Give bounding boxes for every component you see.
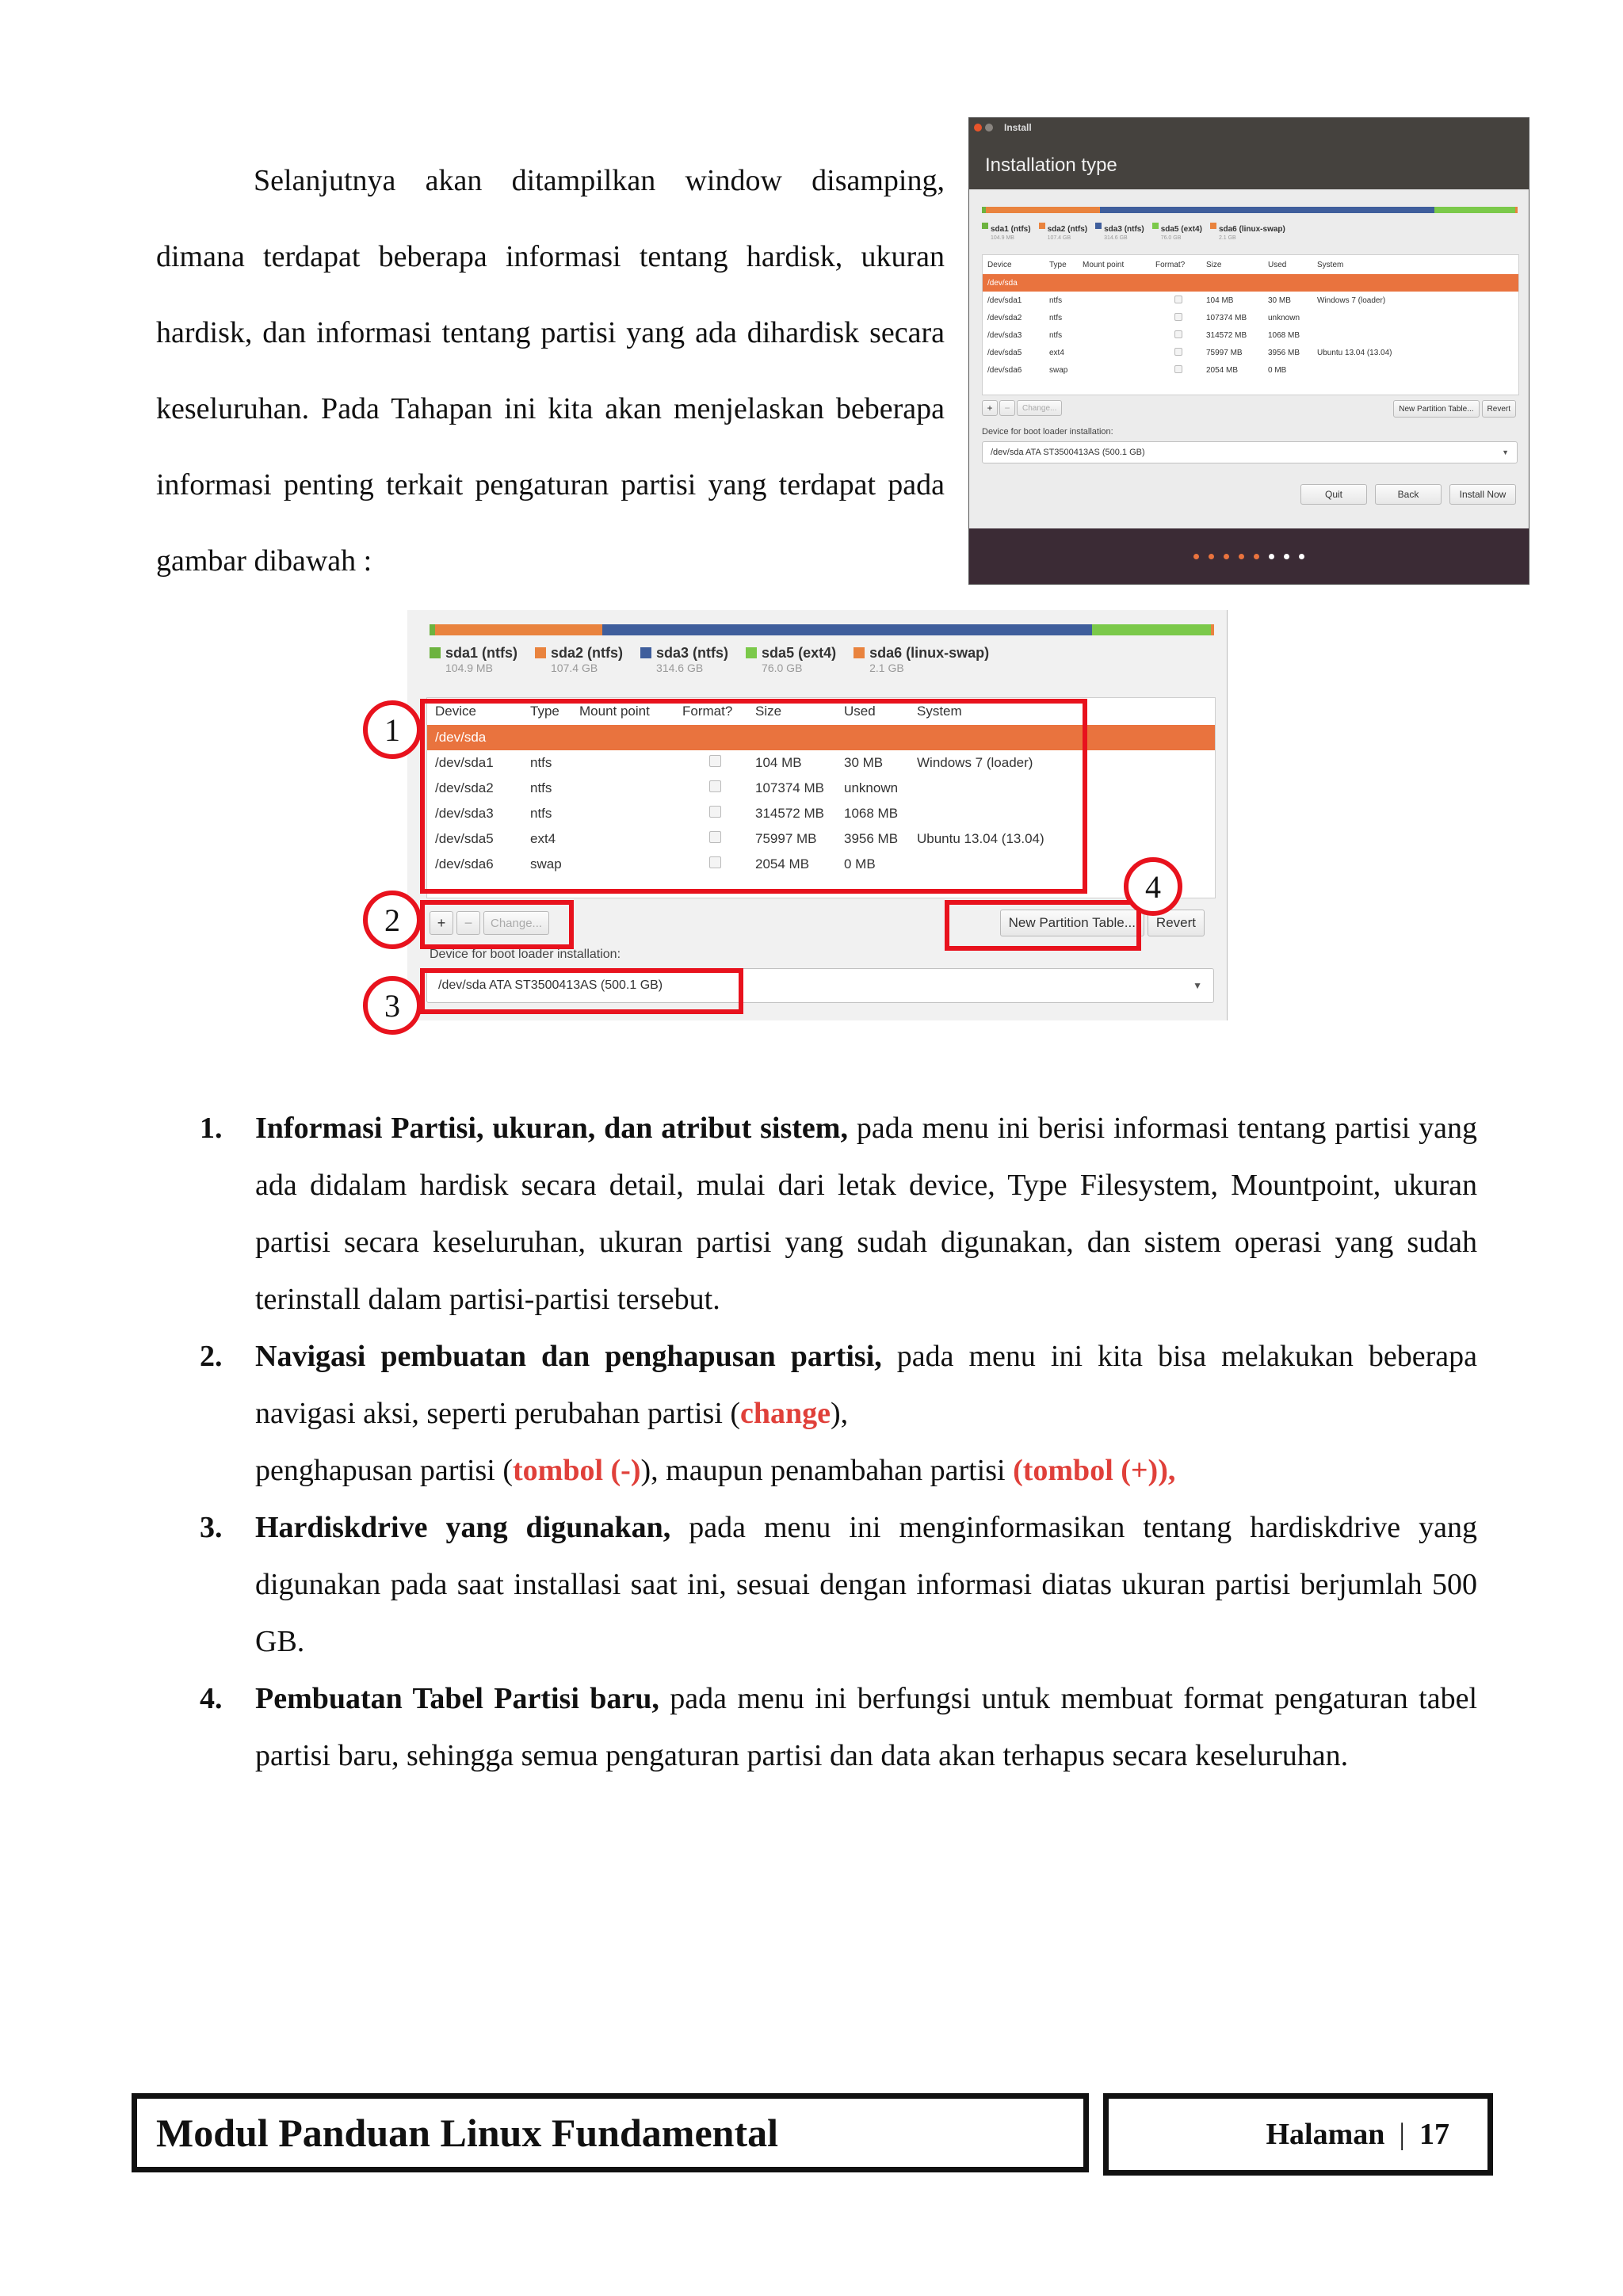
table-cell: /dev/sda1 xyxy=(987,296,1022,305)
legend-swatch-icon xyxy=(746,647,757,658)
partition-legend xyxy=(982,221,1521,241)
list-item-text: ), xyxy=(831,1397,849,1430)
column-header[interactable]: Device xyxy=(987,260,1012,269)
table-cell: 107374 MB xyxy=(755,780,824,795)
legend-size: 76.0 GB xyxy=(762,662,803,674)
footer-title-box xyxy=(132,2093,1089,2172)
legend-size: 314.6 GB xyxy=(1104,235,1128,241)
callout-box-navigation xyxy=(420,900,574,949)
table-header xyxy=(983,255,1518,274)
legend-swatch-icon xyxy=(640,647,651,658)
table-cell: swap xyxy=(530,856,562,871)
table-cell: ntfs xyxy=(1049,296,1063,305)
table-cell: /dev/sda5 xyxy=(987,348,1022,357)
boot-loader-label: Device for boot loader installation: xyxy=(982,427,1113,437)
table-cell: /dev/sda3 xyxy=(987,330,1022,340)
table-row[interactable] xyxy=(983,326,1518,344)
partition-table[interactable] xyxy=(982,254,1519,395)
legend-name: sda6 (linux-swap) xyxy=(869,645,990,661)
legend-name: sda1 (ntfs) xyxy=(991,225,1031,234)
legend-size: 314.6 GB xyxy=(656,662,704,674)
footer-page-box xyxy=(1103,2093,1493,2176)
progress-dot-icon xyxy=(1269,554,1274,559)
list-item-title: Hardiskdrive yang digunakan, xyxy=(255,1511,671,1544)
new-partition-table-button[interactable]: New Partition Table... xyxy=(1393,400,1479,418)
table-cell: ntfs xyxy=(1049,313,1063,322)
remove-partition-button[interactable]: − xyxy=(999,400,1015,416)
progress-dot-icon xyxy=(1254,554,1259,559)
list-item xyxy=(200,1670,1477,1784)
page-number: 17 xyxy=(1419,2118,1449,2151)
legend-swatch-icon xyxy=(982,223,988,229)
progress-dot-icon xyxy=(1193,554,1199,559)
table-cell: 75997 MB xyxy=(755,831,817,846)
dropdown-arrow-icon: ▼ xyxy=(1193,980,1202,991)
table-cell: 2054 MB xyxy=(755,856,810,871)
progress-dot-icon xyxy=(1209,554,1214,559)
table-cell: ntfs xyxy=(1049,330,1063,340)
legend-name: sda6 (linux-swap) xyxy=(1218,225,1285,234)
add-partition-button[interactable]: + xyxy=(982,400,998,416)
partition-bar-segment xyxy=(986,207,1100,213)
table-cell: Ubuntu 13.04 (13.04) xyxy=(1317,348,1392,357)
table-cell: 104 MB xyxy=(1206,296,1234,305)
footer-title: Modul Panduan Linux Fundamental xyxy=(156,2111,778,2155)
table-cell: Windows 7 (loader) xyxy=(1317,296,1386,305)
dropdown-arrow-icon: ▼ xyxy=(1502,448,1509,456)
table-cell: /dev/sda2 xyxy=(987,313,1022,322)
progress-dot-icon xyxy=(1284,554,1289,559)
partition-bar-segment xyxy=(1515,207,1518,213)
legend-item xyxy=(1095,221,1144,241)
table-cell: Windows 7 (loader) xyxy=(917,755,1033,770)
list-number: 1. xyxy=(200,1112,223,1145)
column-header[interactable]: Type xyxy=(530,704,559,719)
installer-screenshot-small xyxy=(968,117,1529,585)
legend-size: 104.9 MB xyxy=(991,235,1014,241)
partition-bar-segment xyxy=(1434,207,1515,213)
page-separator: | xyxy=(1399,2118,1405,2151)
table-row[interactable] xyxy=(983,361,1518,379)
add-partition-button[interactable]: + xyxy=(430,911,453,935)
list-item-text: penghapusan partisi ( xyxy=(255,1454,514,1487)
table-cell: ext4 xyxy=(1049,348,1064,357)
legend-item xyxy=(430,645,517,674)
list-item-title: Navigasi pembuatan dan penghapusan partisi, xyxy=(255,1340,882,1373)
table-cell: unknown xyxy=(844,780,899,795)
partition-bar-segment xyxy=(602,624,1093,635)
legend-item xyxy=(746,645,836,674)
legend-item xyxy=(1152,221,1202,241)
table-row[interactable] xyxy=(983,344,1518,361)
table-actions xyxy=(1393,400,1516,418)
column-header[interactable]: Format? xyxy=(682,704,733,719)
column-header[interactable]: System xyxy=(917,704,962,719)
table-cell: 1068 MB xyxy=(844,806,899,821)
table-cell: swap xyxy=(1049,365,1068,375)
highlight-add-button: (tombol (+)), xyxy=(1013,1454,1176,1487)
boot-loader-value: /dev/sda ATA ST3500413AS (500.1 GB) xyxy=(438,978,663,992)
list-number: 3. xyxy=(200,1511,223,1544)
list-item xyxy=(200,1499,1477,1670)
legend-size: 2.1 GB xyxy=(1218,235,1236,241)
partition-bar xyxy=(982,207,1518,213)
legend-name: sda2 (ntfs) xyxy=(1047,225,1088,234)
list-item-text: pada menu ini berisi informasi tentang partisi yang ada didalam hardisk secara detail, mulai dari letak device, Type Filesystem, Mountpoint, ukuran partisi secara keseluruhan, ukuran partisi yang sudah digunakan, dan sistem operasi yang sudah terinstall dalam partisi-partisi tersebut. xyxy=(255,1112,1477,1316)
legend-item xyxy=(640,645,728,674)
list-item-title: Pembuatan Tabel Partisi baru, xyxy=(255,1682,659,1715)
callout-number-1: 1 xyxy=(363,700,422,759)
back-button[interactable]: Back xyxy=(1375,484,1442,505)
table-row[interactable] xyxy=(983,292,1518,309)
legend-size: 104.9 MB xyxy=(445,662,493,674)
table-cell: /dev/sda2 xyxy=(435,780,494,795)
table-cell: 2054 MB xyxy=(1206,365,1239,375)
intro-paragraph xyxy=(156,143,945,599)
callout-number-2: 2 xyxy=(363,891,422,949)
list-number: 4. xyxy=(200,1682,223,1715)
table-cell: 104 MB xyxy=(755,755,802,770)
table-cell: 0 MB xyxy=(844,856,876,871)
legend-swatch-icon xyxy=(1210,223,1216,229)
table-cell: /dev/sda6 xyxy=(987,365,1022,375)
table-row[interactable] xyxy=(983,274,1518,292)
legend-name: sda5 (ext4) xyxy=(1160,225,1202,234)
table-cell: 314572 MB xyxy=(755,806,824,821)
partition-bar-segment xyxy=(1092,624,1211,635)
table-cell: 107374 MB xyxy=(1206,313,1247,322)
format-checkbox[interactable] xyxy=(1174,296,1182,303)
boot-loader-select[interactable] xyxy=(982,441,1518,463)
remove-partition-button[interactable]: − xyxy=(456,911,480,935)
format-cell xyxy=(1155,348,1206,358)
explanation-list xyxy=(200,1100,1477,1784)
column-header[interactable]: Used xyxy=(1268,260,1287,269)
column-header[interactable]: Size xyxy=(755,704,782,719)
table-cell: Ubuntu 13.04 (13.04) xyxy=(917,831,1044,846)
table-cell: /dev/sda xyxy=(987,278,1018,288)
list-number: 2. xyxy=(200,1340,223,1373)
install-now-button[interactable]: Install Now xyxy=(1449,484,1516,505)
legend-item xyxy=(854,645,989,674)
legend-name: sda3 (ntfs) xyxy=(1104,225,1144,234)
list-item-text: pada menu ini kita bisa melakukan beberapa navigasi aksi, seperti perubahan partisi ( xyxy=(255,1340,1477,1430)
format-cell xyxy=(1155,296,1206,306)
legend-name: sda1 (ntfs) xyxy=(445,645,518,661)
callout-box-new-table xyxy=(945,900,1141,951)
callout-box-partition-table xyxy=(420,699,1087,894)
legend-name: sda5 (ext4) xyxy=(762,645,837,661)
table-cell: /dev/sda1 xyxy=(435,755,494,770)
progress-dots xyxy=(969,528,1529,584)
list-item-text: ), maupun penambahan partisi xyxy=(640,1454,1014,1487)
format-cell xyxy=(1155,365,1206,376)
quit-button[interactable]: Quit xyxy=(1300,484,1367,505)
table-cell: 75997 MB xyxy=(1206,348,1243,357)
callout-number-4: 4 xyxy=(1124,857,1182,916)
callout-box-harddrive xyxy=(420,968,743,1014)
legend-size: 107.4 GB xyxy=(551,662,598,674)
legend-swatch-icon xyxy=(430,647,441,658)
column-header[interactable]: Mount point xyxy=(1083,260,1125,269)
boot-loader-label: Device for boot loader installation: xyxy=(430,948,621,961)
table-cell: 30 MB xyxy=(1268,296,1291,305)
progress-dot-icon xyxy=(1299,554,1304,559)
legend-swatch-icon xyxy=(1152,223,1159,229)
table-cell: /dev/sda5 xyxy=(435,831,494,846)
table-cell: /dev/sda3 xyxy=(435,806,494,821)
partition-bar-segment xyxy=(1211,624,1214,635)
window-titlebar xyxy=(969,118,1529,137)
legend-swatch-icon xyxy=(1095,223,1102,229)
boot-loader-value: /dev/sda ATA ST3500413AS (500.1 GB) xyxy=(991,448,1145,457)
legend-name: sda3 (ntfs) xyxy=(656,645,729,661)
revert-button[interactable]: Revert xyxy=(1482,400,1516,418)
table-cell: 0 MB xyxy=(1268,365,1287,375)
list-item-text: pada menu ini menginformasikan tentang hardiskdrive yang digunakan pada saat installasi saat ini, sesuai dengan informasi diatas ukuran partisi berjumlah 500 GB. xyxy=(255,1511,1477,1658)
intro-text: Selanjutnya akan ditampilkan window disamping, dimana terdapat beberapa informasi tentang hardisk, ukuran hardisk, dan informasi tentang partisi yang ada dihardisk secara keseluruhan. Pada Tahapan ini kita akan menjelaskan beberapa informasi penting terkait pengaturan partisi yang terdapat pada gambar dibawah : xyxy=(156,164,945,578)
list-item xyxy=(200,1328,1477,1499)
legend-size: 107.4 GB xyxy=(1047,235,1071,241)
table-cell: ntfs xyxy=(530,755,552,770)
column-header[interactable]: Type xyxy=(1049,260,1067,269)
partition-bar-segment xyxy=(435,624,602,635)
format-cell xyxy=(1155,313,1206,323)
table-row[interactable] xyxy=(983,309,1518,326)
table-cell: 3956 MB xyxy=(844,831,899,846)
list-item-text: pada menu ini berfungsi untuk membuat format pengaturan tabel partisi baru, sehingga semua pengaturan partisi dan data akan terhapus secara keseluruhan. xyxy=(255,1682,1477,1772)
legend-item xyxy=(982,221,1031,241)
table-cell: ext4 xyxy=(530,831,556,846)
new-partition-table-button[interactable]: New Partition Table... xyxy=(1000,910,1144,936)
legend-swatch-icon xyxy=(1039,223,1045,229)
format-checkbox[interactable] xyxy=(1174,313,1182,321)
table-cell: 3956 MB xyxy=(1268,348,1300,357)
legend-item xyxy=(1210,221,1285,241)
window-title: Install xyxy=(1004,122,1032,133)
table-cell: /dev/sda6 xyxy=(435,856,494,871)
progress-dot-icon xyxy=(1224,554,1229,559)
revert-button[interactable]: Revert xyxy=(1148,910,1205,936)
dialog-buttons xyxy=(1300,484,1516,505)
column-header[interactable]: System xyxy=(1317,260,1344,269)
format-cell xyxy=(1155,330,1206,341)
legend-swatch-icon xyxy=(854,647,865,658)
highlight-change: change xyxy=(740,1397,831,1430)
column-header[interactable]: Format? xyxy=(1155,260,1186,269)
progress-dot-icon xyxy=(1239,554,1244,559)
minimize-icon[interactable] xyxy=(985,124,993,132)
table-cell: 314572 MB xyxy=(1206,330,1247,340)
list-item-title: Informasi Partisi, ukuran, dan atribut sistem, xyxy=(255,1112,848,1145)
table-cell: 30 MB xyxy=(844,755,884,770)
highlight-remove-button: tombol (-) xyxy=(513,1454,641,1487)
table-cell: ntfs xyxy=(530,806,552,821)
change-partition-button[interactable]: Change... xyxy=(1017,400,1062,416)
close-icon[interactable] xyxy=(974,124,982,132)
column-header[interactable]: Mount point xyxy=(579,704,650,719)
legend-item xyxy=(535,645,623,674)
column-header[interactable]: Used xyxy=(844,704,876,719)
legend-size: 76.0 GB xyxy=(1160,235,1182,241)
installer-heading: Installation type xyxy=(985,154,1117,176)
change-partition-button[interactable]: Change... xyxy=(483,911,549,935)
list-item xyxy=(200,1100,1477,1328)
partition-legend xyxy=(430,645,1222,674)
legend-size: 2.1 GB xyxy=(869,662,904,674)
partition-bar-segment xyxy=(1100,207,1434,213)
table-cell: ntfs xyxy=(530,780,552,795)
format-checkbox[interactable] xyxy=(1174,348,1182,356)
format-checkbox[interactable] xyxy=(1174,365,1182,373)
column-header[interactable]: Device xyxy=(435,704,476,719)
page-label: Halaman xyxy=(1266,2118,1385,2151)
callout-number-3: 3 xyxy=(363,976,422,1035)
partition-controls xyxy=(982,400,1062,416)
installer-header xyxy=(969,118,1529,189)
partition-bar xyxy=(430,624,1214,635)
table-cell: 1068 MB xyxy=(1268,330,1300,340)
legend-item xyxy=(1039,221,1088,241)
partition-bar-segment xyxy=(430,624,435,635)
format-checkbox[interactable] xyxy=(1174,330,1182,338)
table-cell: unknown xyxy=(1268,313,1300,322)
legend-name: sda2 (ntfs) xyxy=(551,645,624,661)
legend-swatch-icon xyxy=(535,647,546,658)
column-header[interactable]: Size xyxy=(1206,260,1222,269)
table-cell: /dev/sda xyxy=(435,730,487,745)
